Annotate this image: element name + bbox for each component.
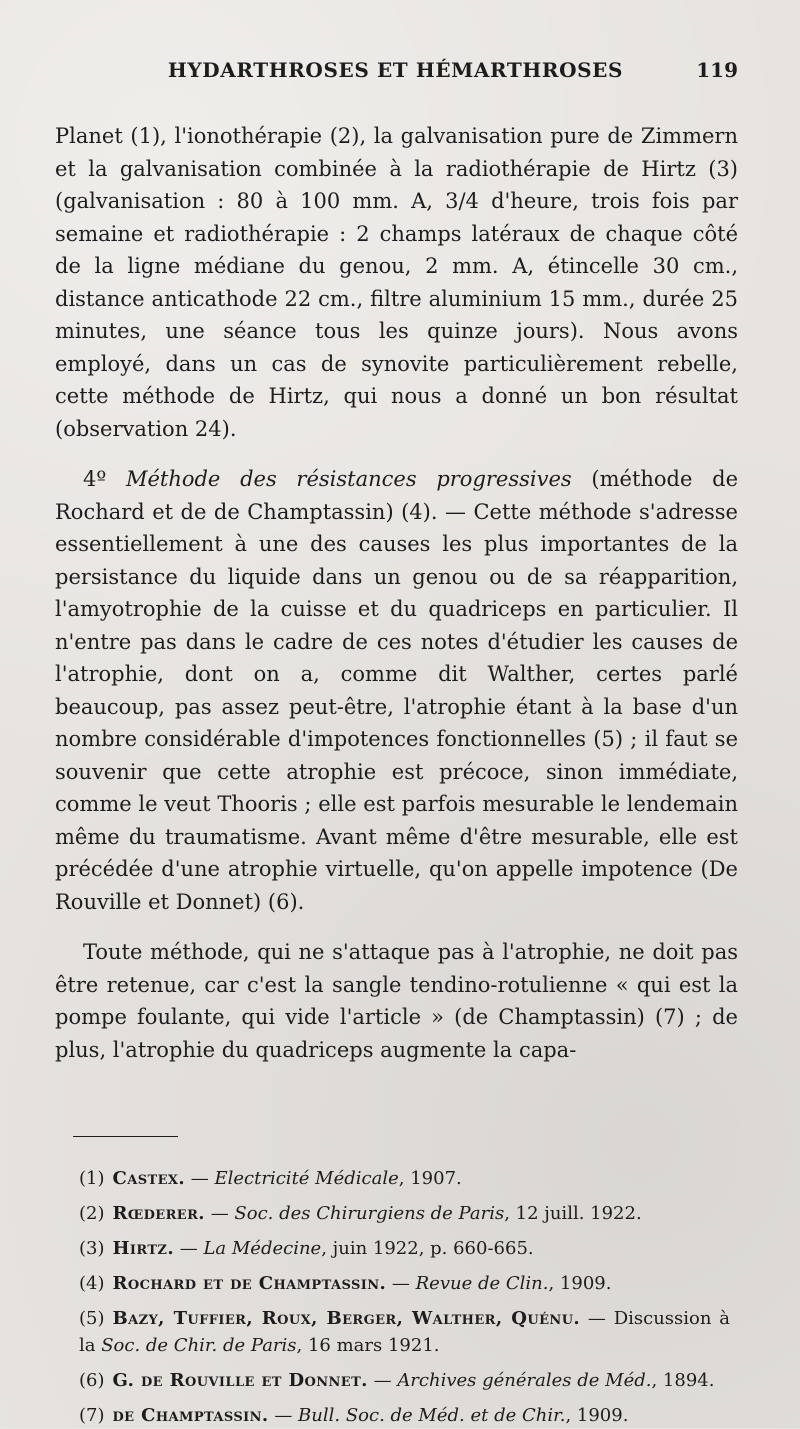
footnote-number: (5) (79, 1308, 105, 1329)
section-title: Méthode des résistances progressives (125, 467, 572, 491)
footnote-separator: — (580, 1308, 614, 1329)
footnote-detail: Discussion à la (79, 1308, 730, 1356)
footnote-separator: — (268, 1405, 299, 1426)
footnote-separator: — (367, 1370, 398, 1391)
footnote-detail: , 12 juill. 1922. (504, 1203, 642, 1224)
page-header (55, 58, 738, 82)
footnote-source: Bull. Soc. de Méd. et de Chir. (298, 1405, 566, 1426)
page-number: 119 (696, 58, 738, 82)
footnote-detail: , juin 1922, p. 660-665. (321, 1238, 534, 1259)
footnote (79, 1165, 730, 1192)
footnote-separator: — (386, 1273, 416, 1294)
footnote (79, 1270, 730, 1297)
footnote-author: Bazy, Tuffier, Roux, Berger, Walther, Quénu. (112, 1308, 581, 1329)
footnote-detail: , 16 mars 1921. (296, 1335, 440, 1356)
footnote-detail: , 1907. (398, 1168, 462, 1189)
footnote-detail: , 1909. (565, 1405, 629, 1426)
footnote-author: G. de Rouville et Donnet. (112, 1370, 368, 1391)
footnotes (79, 1165, 730, 1429)
footnote-source: Soc. de Chir. de Paris (101, 1335, 297, 1356)
footnote-number: (1) (79, 1168, 105, 1189)
section-number: 4º (83, 467, 126, 491)
footnote (79, 1200, 730, 1227)
footnote-source: La Médecine (203, 1238, 322, 1259)
footnote-author: Rœderer. (112, 1203, 205, 1224)
footnote-source: Revue de Clin. (415, 1273, 549, 1294)
footnote-separator: — (174, 1238, 204, 1259)
footnote-divider (73, 1136, 178, 1137)
footnote-source: Archives générales de Méd. (397, 1370, 652, 1391)
footnote-author: Rochard et de Champtassin. (112, 1273, 387, 1294)
footnote-number: (4) (79, 1273, 105, 1294)
running-head: HYDARTHROSES ET HÉMARTHROSES (167, 58, 624, 82)
footnote (79, 1402, 730, 1429)
footnote-number: (6) (79, 1370, 105, 1391)
footnote (79, 1235, 730, 1262)
paragraph: Planet (1), l'ionothérapie (2), la galvanisation pure de Zimmern et la galvanisation combinée à la radiothérapie de Hirtz (3) (galvanisation : 80 à 100 mm. A, 3/4 d'heure, trois fois par semaine et radiothérapie : 2 champs latéraux de chaque côté de la ligne médiane du genou, 2 mm. A, étincelle 30 cm., distance anticathode 22 cm., filtre aluminium 15 mm., durée 25 minutes, une séance tous les quinze jours). Nous avons employé, dans un cas de synovite particulièrement rebelle, cette méthode de Hirtz, qui nous a donné un bon résultat (observation 24). (55, 124, 738, 441)
footnote-separator: — (204, 1203, 235, 1224)
footnote-separator: — (185, 1168, 215, 1189)
footnote-author: de Champtassin. (112, 1405, 269, 1426)
footnote-source: Electricité Médicale (214, 1168, 399, 1189)
footnote-number: (3) (79, 1238, 105, 1259)
paragraph-text: (méthode de Rochard et de de Champtassin) (4). — Cette méthode s'adresse essentiellement à une des causes les plus importantes de la persistance du liquide dans un genou ou de sa réapparition, l'amyotrophie de la cuisse et du quadriceps en particulier. Il n'entre pas dans le cadre de ces notes d'étudier les causes de l'atrophie, dont on a, comme dit Walther, certes parlé beaucoup, pas assez peut-être, l'atrophie étant à la base d'un nombre considérable d'impotences fonctionnelles (5) ; il faut se souvenir que cette atrophie est précoce, sinon immédiate, comme le veut Thooris ; elle est parfois mesurable le lendemain même du traumatisme. Avant même d'être mesurable, elle est précédée d'une atrophie virtuelle, qu'on appelle impotence (De Rouville et Donnet) (6). (55, 467, 739, 914)
footnote (79, 1367, 730, 1394)
footnote-author: Castex. (112, 1168, 186, 1189)
footnote-author: Hirtz. (112, 1238, 174, 1259)
footnote-source: Soc. des Chirurgiens de Paris (234, 1203, 505, 1224)
footnote-detail: , 1894. (651, 1370, 715, 1391)
footnote-detail: , 1909. (548, 1273, 612, 1294)
body-text (55, 120, 738, 1066)
footnote (79, 1305, 730, 1359)
footnote-number: (2) (79, 1203, 105, 1224)
paragraph: Toute méthode, qui ne s'attaque pas à l'atrophie, ne doit pas être retenue, car c'est la sangle tendino-rotulienne « qui est la pompe foulante, qui vide l'article » (de Champtassin) (7) ; de plus, l'atrophie du quadriceps augmente la capa- (55, 940, 738, 1062)
footnote-number: (7) (79, 1405, 105, 1426)
paragraph (55, 463, 738, 918)
